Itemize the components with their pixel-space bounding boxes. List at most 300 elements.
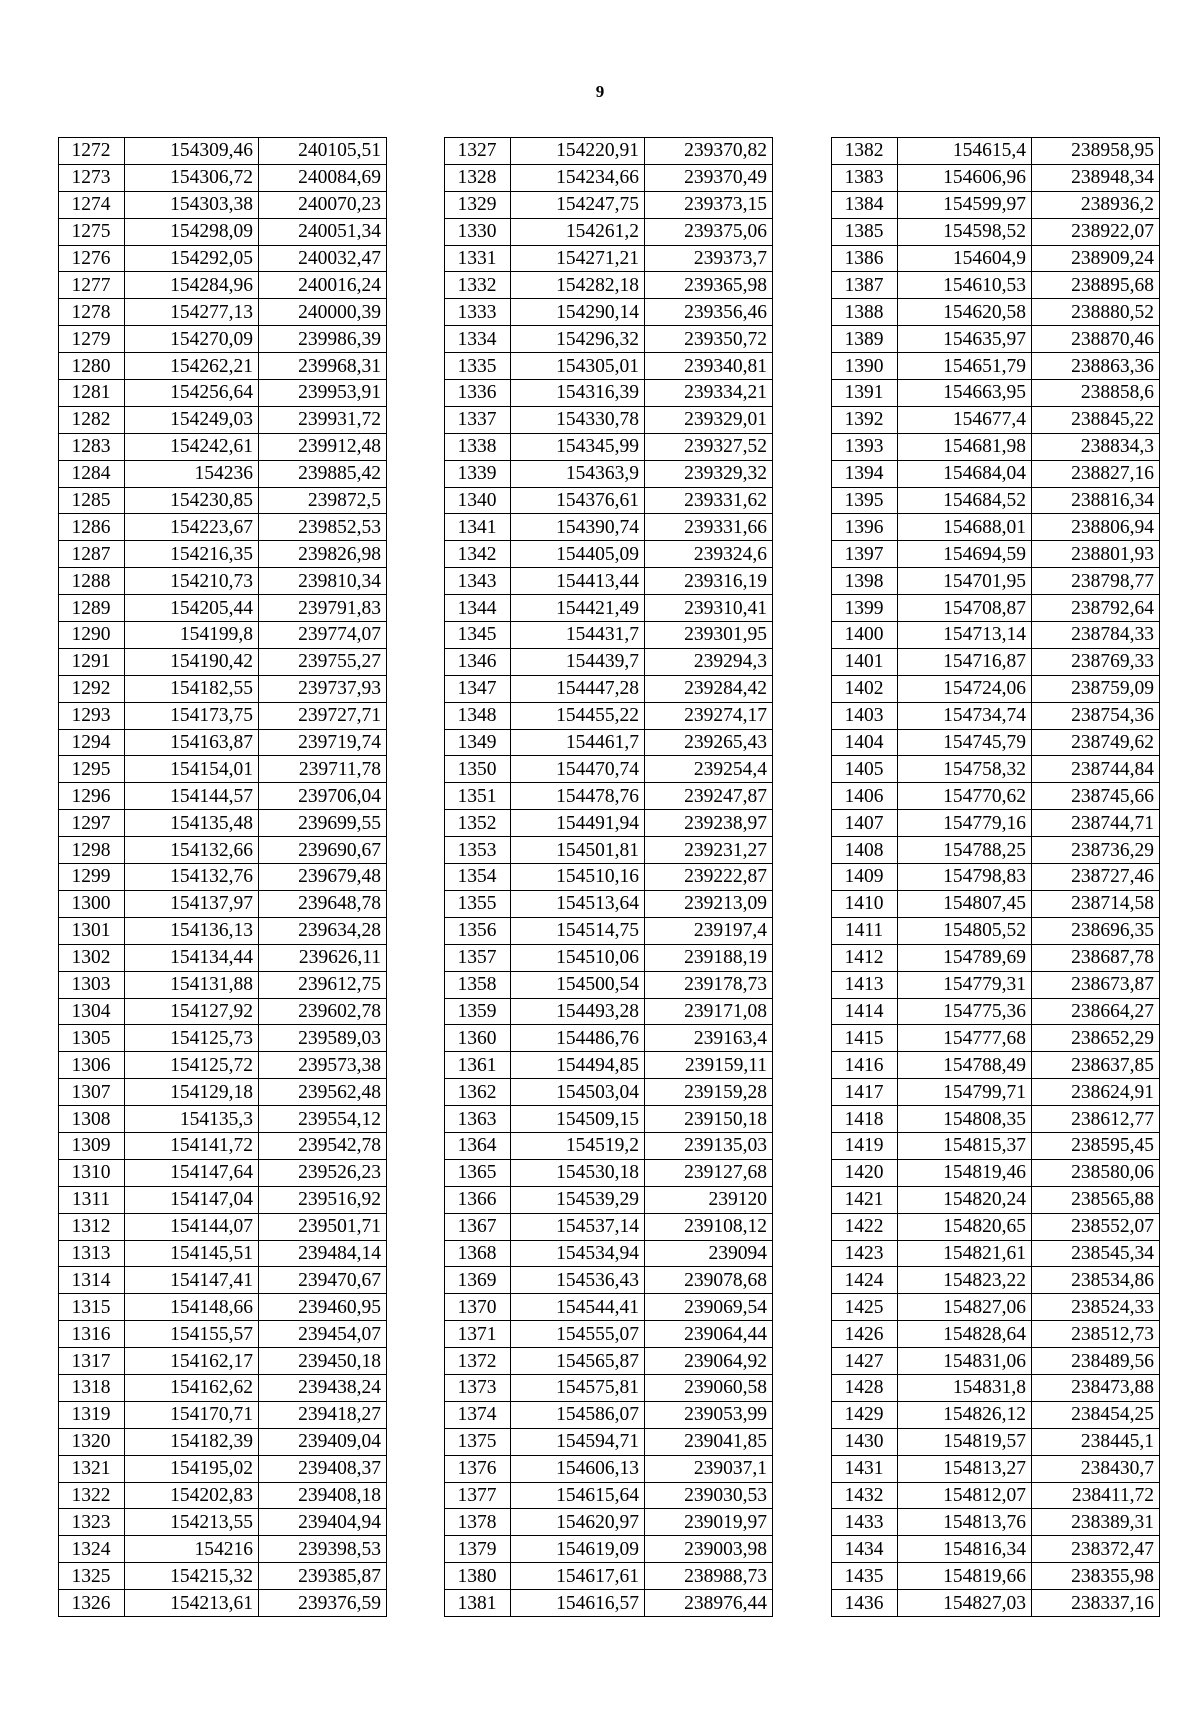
coordinates-table-2	[444, 137, 773, 1617]
x-coordinate-cell: 154513,64	[511, 890, 645, 917]
x-coordinate-cell: 154261,2	[511, 218, 645, 245]
x-coordinate-cell: 154345,99	[511, 433, 645, 460]
y-coordinate-cell: 238880,52	[1032, 299, 1160, 326]
point-number-cell: 1398	[832, 568, 898, 595]
x-coordinate-cell: 154141,72	[125, 1132, 259, 1159]
point-number-cell: 1285	[59, 487, 125, 514]
table-row	[832, 218, 1160, 245]
y-coordinate-cell: 238624,91	[1032, 1079, 1160, 1106]
y-coordinate-cell: 239852,53	[259, 514, 387, 541]
x-coordinate-cell: 154819,57	[898, 1428, 1032, 1455]
table-row	[445, 1455, 773, 1482]
y-coordinate-cell: 238580,06	[1032, 1159, 1160, 1186]
y-coordinate-cell: 238372,47	[1032, 1536, 1160, 1563]
x-coordinate-cell: 154277,13	[125, 299, 259, 326]
table-row	[832, 164, 1160, 191]
point-number-cell: 1347	[445, 675, 511, 702]
y-coordinate-cell: 238673,87	[1032, 971, 1160, 998]
x-coordinate-cell: 154821,61	[898, 1240, 1032, 1267]
point-number-cell: 1297	[59, 810, 125, 837]
point-number-cell: 1331	[445, 245, 511, 272]
y-coordinate-cell: 238858,6	[1032, 380, 1160, 407]
table-row	[445, 406, 773, 433]
y-coordinate-cell: 240032,47	[259, 245, 387, 272]
x-coordinate-cell: 154663,95	[898, 380, 1032, 407]
y-coordinate-cell: 238744,84	[1032, 756, 1160, 783]
y-coordinate-cell: 239626,11	[259, 944, 387, 971]
x-coordinate-cell: 154494,85	[511, 1052, 645, 1079]
table-row	[59, 406, 387, 433]
point-number-cell: 1375	[445, 1428, 511, 1455]
point-number-cell: 1275	[59, 218, 125, 245]
point-number-cell: 1327	[445, 138, 511, 165]
table-row	[59, 1401, 387, 1428]
y-coordinate-cell: 239573,38	[259, 1052, 387, 1079]
point-number-cell: 1306	[59, 1052, 125, 1079]
table-row	[59, 1240, 387, 1267]
y-coordinate-cell: 239334,21	[645, 380, 773, 407]
x-coordinate-cell: 154236	[125, 460, 259, 487]
point-number-cell: 1428	[832, 1374, 898, 1401]
y-coordinate-cell: 238801,93	[1032, 541, 1160, 568]
table-row	[445, 1374, 773, 1401]
x-coordinate-cell: 154610,53	[898, 272, 1032, 299]
x-coordinate-cell: 154635,97	[898, 326, 1032, 353]
point-number-cell: 1350	[445, 756, 511, 783]
x-coordinate-cell: 154724,06	[898, 675, 1032, 702]
table-row	[59, 541, 387, 568]
x-coordinate-cell: 154447,28	[511, 675, 645, 702]
y-coordinate-cell: 239053,99	[645, 1401, 773, 1428]
point-number-cell: 1342	[445, 541, 511, 568]
point-number-cell: 1279	[59, 326, 125, 353]
table-row	[59, 702, 387, 729]
table-row	[832, 433, 1160, 460]
point-number-cell: 1386	[832, 245, 898, 272]
y-coordinate-cell: 238827,16	[1032, 460, 1160, 487]
point-number-cell: 1281	[59, 380, 125, 407]
x-coordinate-cell: 154199,8	[125, 622, 259, 649]
y-coordinate-cell: 239516,92	[259, 1186, 387, 1213]
table-row	[832, 245, 1160, 272]
y-coordinate-cell: 238759,09	[1032, 675, 1160, 702]
table-row	[832, 1482, 1160, 1509]
x-coordinate-cell: 154779,16	[898, 810, 1032, 837]
table-row	[59, 1428, 387, 1455]
point-number-cell: 1301	[59, 917, 125, 944]
y-coordinate-cell: 239365,98	[645, 272, 773, 299]
y-coordinate-cell: 239679,48	[259, 864, 387, 891]
y-coordinate-cell: 239231,27	[645, 837, 773, 864]
point-number-cell: 1334	[445, 326, 511, 353]
x-coordinate-cell: 154493,28	[511, 998, 645, 1025]
y-coordinate-cell: 239953,91	[259, 380, 387, 407]
x-coordinate-cell: 154182,39	[125, 1428, 259, 1455]
point-number-cell: 1305	[59, 1025, 125, 1052]
point-number-cell: 1340	[445, 487, 511, 514]
table-row	[832, 1401, 1160, 1428]
x-coordinate-cell: 154606,96	[898, 164, 1032, 191]
point-number-cell: 1316	[59, 1321, 125, 1348]
table-row	[59, 326, 387, 353]
y-coordinate-cell: 238473,88	[1032, 1374, 1160, 1401]
x-coordinate-cell: 154813,76	[898, 1509, 1032, 1536]
table-row	[445, 810, 773, 837]
point-number-cell: 1314	[59, 1267, 125, 1294]
table-row	[832, 998, 1160, 1025]
y-coordinate-cell: 238727,46	[1032, 864, 1160, 891]
x-coordinate-cell: 154147,64	[125, 1159, 259, 1186]
y-coordinate-cell: 239774,07	[259, 622, 387, 649]
x-coordinate-cell: 154134,44	[125, 944, 259, 971]
x-coordinate-cell: 154162,17	[125, 1348, 259, 1375]
point-number-cell: 1436	[832, 1590, 898, 1617]
point-number-cell: 1343	[445, 568, 511, 595]
table-row	[832, 1079, 1160, 1106]
point-number-cell: 1345	[445, 622, 511, 649]
x-coordinate-cell: 154537,14	[511, 1213, 645, 1240]
table-row	[59, 380, 387, 407]
y-coordinate-cell: 239213,09	[645, 890, 773, 917]
y-coordinate-cell: 239041,85	[645, 1428, 773, 1455]
x-coordinate-cell: 154819,46	[898, 1159, 1032, 1186]
table-row	[445, 1348, 773, 1375]
x-coordinate-cell: 154503,04	[511, 1079, 645, 1106]
x-coordinate-cell: 154145,51	[125, 1240, 259, 1267]
y-coordinate-cell: 239418,27	[259, 1401, 387, 1428]
x-coordinate-cell: 154309,46	[125, 138, 259, 165]
x-coordinate-cell: 154486,76	[511, 1025, 645, 1052]
point-number-cell: 1374	[445, 1401, 511, 1428]
table-row	[59, 138, 387, 165]
point-number-cell: 1385	[832, 218, 898, 245]
table-row	[59, 460, 387, 487]
x-coordinate-cell: 154125,73	[125, 1025, 259, 1052]
y-coordinate-cell: 239727,71	[259, 702, 387, 729]
table-row	[832, 514, 1160, 541]
y-coordinate-cell: 239163,4	[645, 1025, 773, 1052]
point-number-cell: 1396	[832, 514, 898, 541]
x-coordinate-cell: 154284,96	[125, 272, 259, 299]
y-coordinate-cell: 239069,54	[645, 1294, 773, 1321]
x-coordinate-cell: 154129,18	[125, 1079, 259, 1106]
point-number-cell: 1318	[59, 1374, 125, 1401]
table-row	[445, 1294, 773, 1321]
x-coordinate-cell: 154242,61	[125, 433, 259, 460]
x-coordinate-cell: 154148,66	[125, 1294, 259, 1321]
y-coordinate-cell: 239316,19	[645, 568, 773, 595]
x-coordinate-cell: 154132,76	[125, 864, 259, 891]
table-row	[832, 1240, 1160, 1267]
x-coordinate-cell: 154820,24	[898, 1186, 1032, 1213]
table-row	[445, 595, 773, 622]
point-number-cell: 1381	[445, 1590, 511, 1617]
y-coordinate-cell: 239150,18	[645, 1106, 773, 1133]
x-coordinate-cell: 154615,64	[511, 1482, 645, 1509]
table-row	[59, 998, 387, 1025]
x-coordinate-cell: 154170,71	[125, 1401, 259, 1428]
point-number-cell: 1286	[59, 514, 125, 541]
point-number-cell: 1397	[832, 541, 898, 568]
x-coordinate-cell: 154127,92	[125, 998, 259, 1025]
table-row	[59, 917, 387, 944]
point-number-cell: 1355	[445, 890, 511, 917]
x-coordinate-cell: 154816,34	[898, 1536, 1032, 1563]
y-coordinate-cell: 239589,03	[259, 1025, 387, 1052]
point-number-cell: 1435	[832, 1563, 898, 1590]
point-number-cell: 1371	[445, 1321, 511, 1348]
point-number-cell: 1339	[445, 460, 511, 487]
table-row	[832, 702, 1160, 729]
table-row	[445, 138, 773, 165]
x-coordinate-cell: 154536,43	[511, 1267, 645, 1294]
y-coordinate-cell: 239329,01	[645, 406, 773, 433]
table-row	[59, 1536, 387, 1563]
table-row	[59, 1455, 387, 1482]
x-coordinate-cell: 154132,66	[125, 837, 259, 864]
x-coordinate-cell: 154478,76	[511, 783, 645, 810]
y-coordinate-cell: 239274,17	[645, 702, 773, 729]
table-row	[832, 864, 1160, 891]
x-coordinate-cell: 154823,22	[898, 1267, 1032, 1294]
table-row	[445, 971, 773, 998]
point-number-cell: 1425	[832, 1294, 898, 1321]
table-row	[832, 1348, 1160, 1375]
point-number-cell: 1357	[445, 944, 511, 971]
x-coordinate-cell: 154144,07	[125, 1213, 259, 1240]
x-coordinate-cell: 154586,07	[511, 1401, 645, 1428]
x-coordinate-cell: 154147,04	[125, 1186, 259, 1213]
point-number-cell: 1413	[832, 971, 898, 998]
y-coordinate-cell: 238565,88	[1032, 1186, 1160, 1213]
y-coordinate-cell: 240016,24	[259, 272, 387, 299]
table-row	[832, 138, 1160, 165]
table-row	[59, 353, 387, 380]
x-coordinate-cell: 154500,54	[511, 971, 645, 998]
point-number-cell: 1354	[445, 864, 511, 891]
point-number-cell: 1293	[59, 702, 125, 729]
table-row	[445, 245, 773, 272]
x-coordinate-cell: 154290,14	[511, 299, 645, 326]
x-coordinate-cell: 154223,67	[125, 514, 259, 541]
y-coordinate-cell: 239542,78	[259, 1132, 387, 1159]
point-number-cell: 1287	[59, 541, 125, 568]
point-number-cell: 1330	[445, 218, 511, 245]
x-coordinate-cell: 154565,87	[511, 1348, 645, 1375]
x-coordinate-cell: 154262,21	[125, 353, 259, 380]
x-coordinate-cell: 154431,7	[511, 622, 645, 649]
coordinates-table-1	[58, 137, 387, 1617]
x-coordinate-cell: 154439,7	[511, 648, 645, 675]
x-coordinate-cell: 154799,71	[898, 1079, 1032, 1106]
y-coordinate-cell: 238744,71	[1032, 810, 1160, 837]
x-coordinate-cell: 154815,37	[898, 1132, 1032, 1159]
table-row	[832, 460, 1160, 487]
y-coordinate-cell: 239003,98	[645, 1536, 773, 1563]
table-row	[59, 1267, 387, 1294]
table-row	[832, 1509, 1160, 1536]
x-coordinate-cell: 154807,45	[898, 890, 1032, 917]
x-coordinate-cell: 154125,72	[125, 1052, 259, 1079]
x-coordinate-cell: 154216	[125, 1536, 259, 1563]
x-coordinate-cell: 154154,01	[125, 756, 259, 783]
point-number-cell: 1423	[832, 1240, 898, 1267]
y-coordinate-cell: 239484,14	[259, 1240, 387, 1267]
point-number-cell: 1372	[445, 1348, 511, 1375]
point-number-cell: 1394	[832, 460, 898, 487]
y-coordinate-cell: 238948,34	[1032, 164, 1160, 191]
point-number-cell: 1411	[832, 917, 898, 944]
table-row	[445, 648, 773, 675]
table-row	[445, 1428, 773, 1455]
y-coordinate-cell: 238736,29	[1032, 837, 1160, 864]
x-coordinate-cell: 154789,69	[898, 944, 1032, 971]
y-coordinate-cell: 239526,23	[259, 1159, 387, 1186]
point-number-cell: 1369	[445, 1267, 511, 1294]
table-row	[59, 568, 387, 595]
y-coordinate-cell: 240084,69	[259, 164, 387, 191]
table-row	[445, 541, 773, 568]
table-row	[832, 1106, 1160, 1133]
x-coordinate-cell: 154282,18	[511, 272, 645, 299]
table-row	[832, 487, 1160, 514]
table-row	[445, 218, 773, 245]
point-number-cell: 1417	[832, 1079, 898, 1106]
x-coordinate-cell: 154215,32	[125, 1563, 259, 1590]
point-number-cell: 1433	[832, 1509, 898, 1536]
table-row	[832, 917, 1160, 944]
x-coordinate-cell: 154620,97	[511, 1509, 645, 1536]
point-number-cell: 1283	[59, 433, 125, 460]
point-number-cell: 1292	[59, 675, 125, 702]
table-row	[59, 675, 387, 702]
y-coordinate-cell: 240105,51	[259, 138, 387, 165]
point-number-cell: 1315	[59, 1294, 125, 1321]
y-coordinate-cell: 238845,22	[1032, 406, 1160, 433]
y-coordinate-cell: 239755,27	[259, 648, 387, 675]
point-number-cell: 1370	[445, 1294, 511, 1321]
table-row	[59, 1213, 387, 1240]
y-coordinate-cell: 239711,78	[259, 756, 387, 783]
table-row	[445, 729, 773, 756]
x-coordinate-cell: 154195,02	[125, 1455, 259, 1482]
x-coordinate-cell: 154745,79	[898, 729, 1032, 756]
y-coordinate-cell: 238745,66	[1032, 783, 1160, 810]
table-row	[832, 1563, 1160, 1590]
table-row	[832, 406, 1160, 433]
x-coordinate-cell: 154798,83	[898, 864, 1032, 891]
y-coordinate-cell: 239197,4	[645, 917, 773, 944]
y-coordinate-cell: 238534,86	[1032, 1267, 1160, 1294]
point-number-cell: 1277	[59, 272, 125, 299]
point-number-cell: 1272	[59, 138, 125, 165]
x-coordinate-cell: 154831,8	[898, 1374, 1032, 1401]
table-row	[59, 622, 387, 649]
table-row	[59, 756, 387, 783]
table-row	[59, 1079, 387, 1106]
y-coordinate-cell: 239178,73	[645, 971, 773, 998]
table-row	[832, 648, 1160, 675]
x-coordinate-cell: 154826,12	[898, 1401, 1032, 1428]
x-coordinate-cell: 154230,85	[125, 487, 259, 514]
y-coordinate-cell: 239331,66	[645, 514, 773, 541]
point-number-cell: 1384	[832, 191, 898, 218]
x-coordinate-cell: 154598,52	[898, 218, 1032, 245]
table-row	[59, 272, 387, 299]
x-coordinate-cell: 154173,75	[125, 702, 259, 729]
table-row	[445, 1482, 773, 1509]
x-coordinate-cell: 154455,22	[511, 702, 645, 729]
table-row	[445, 675, 773, 702]
x-coordinate-cell: 154677,4	[898, 406, 1032, 433]
point-number-cell: 1274	[59, 191, 125, 218]
x-coordinate-cell: 154163,87	[125, 729, 259, 756]
y-coordinate-cell: 239791,83	[259, 595, 387, 622]
point-number-cell: 1310	[59, 1159, 125, 1186]
point-number-cell: 1424	[832, 1267, 898, 1294]
point-number-cell: 1295	[59, 756, 125, 783]
table-row	[832, 729, 1160, 756]
y-coordinate-cell: 239385,87	[259, 1563, 387, 1590]
y-coordinate-cell: 239327,52	[645, 433, 773, 460]
point-number-cell: 1284	[59, 460, 125, 487]
x-coordinate-cell: 154405,09	[511, 541, 645, 568]
point-number-cell: 1402	[832, 675, 898, 702]
table-row	[445, 756, 773, 783]
y-coordinate-cell: 239301,95	[645, 622, 773, 649]
point-number-cell: 1401	[832, 648, 898, 675]
point-number-cell: 1408	[832, 837, 898, 864]
table-row	[832, 1267, 1160, 1294]
table-row	[832, 1052, 1160, 1079]
table-row	[59, 191, 387, 218]
point-number-cell: 1307	[59, 1079, 125, 1106]
point-number-cell: 1362	[445, 1079, 511, 1106]
table-row	[832, 1321, 1160, 1348]
point-number-cell: 1414	[832, 998, 898, 1025]
table-row	[445, 622, 773, 649]
table-row	[832, 1159, 1160, 1186]
y-coordinate-cell: 238806,94	[1032, 514, 1160, 541]
x-coordinate-cell: 154510,06	[511, 944, 645, 971]
table-row	[445, 1186, 773, 1213]
table-row	[832, 1455, 1160, 1482]
y-coordinate-cell: 239470,67	[259, 1267, 387, 1294]
table-row	[832, 810, 1160, 837]
y-coordinate-cell: 238612,77	[1032, 1106, 1160, 1133]
y-coordinate-cell: 239602,78	[259, 998, 387, 1025]
point-number-cell: 1300	[59, 890, 125, 917]
x-coordinate-cell: 154813,27	[898, 1455, 1032, 1482]
x-coordinate-cell: 154827,03	[898, 1590, 1032, 1617]
point-number-cell: 1320	[59, 1428, 125, 1455]
table-row	[59, 1052, 387, 1079]
y-coordinate-cell: 238524,33	[1032, 1294, 1160, 1321]
table-row	[445, 998, 773, 1025]
x-coordinate-cell: 154788,25	[898, 837, 1032, 864]
table-row	[832, 541, 1160, 568]
table-row	[445, 864, 773, 891]
x-coordinate-cell: 154144,57	[125, 783, 259, 810]
x-coordinate-cell: 154220,91	[511, 138, 645, 165]
point-number-cell: 1291	[59, 648, 125, 675]
table-row	[445, 783, 773, 810]
table-row	[832, 1374, 1160, 1401]
y-coordinate-cell: 239398,53	[259, 1536, 387, 1563]
table-row	[59, 245, 387, 272]
table-row	[445, 460, 773, 487]
point-number-cell: 1365	[445, 1159, 511, 1186]
